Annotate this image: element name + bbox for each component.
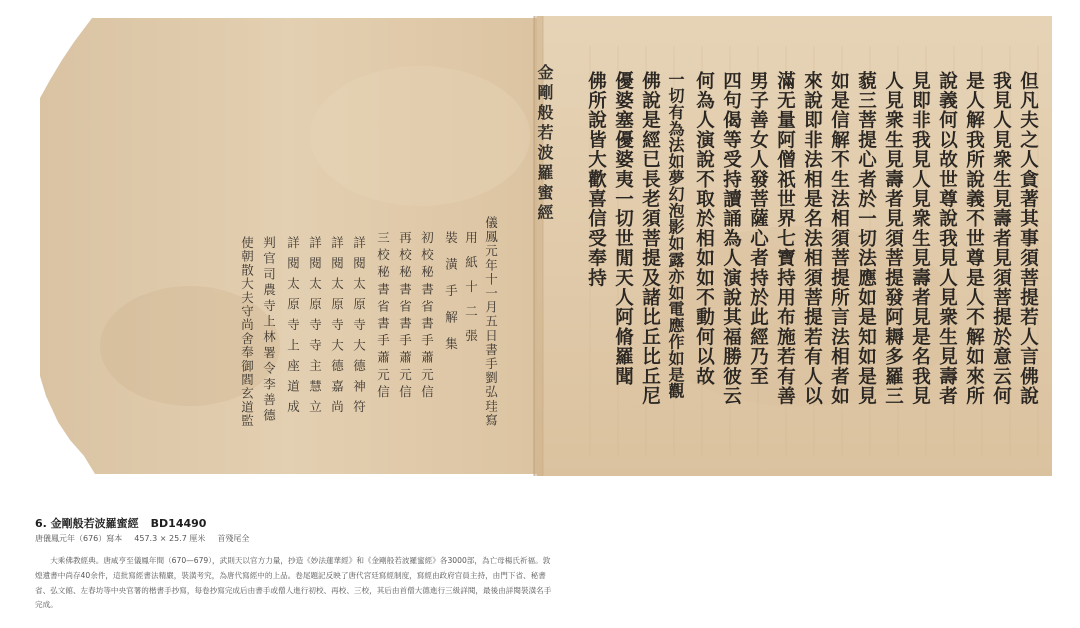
caption-body: 大乘佛教經典。唐咸亨至儀鳳年間（670—679），武則天以官方力量，抄造《妙法蓮華經》和《金剛般若波羅蜜經》各3000部，為亡母楊氏祈福。敦煌遺書中尚存40余件，這批寫經書法精嚴，裝潢考究，為唐代寫經中的上品。卷尾題記反映了唐代宮廷寫經制度，寫經由政府官員主持，由門下省、秘書省、弘文館、左春坊等中央官署的楷書手抄寫，每卷抄寫完成后由書手或僧人進行初校、再校、三校，其后由首僧大德進行三級詳閱，最後由詳閱裝潢名手完成。 [35, 556, 552, 610]
colophon-line: 用紙十二張 [463, 231, 479, 354]
caption-completeness: 首殘尾全 [217, 534, 250, 543]
colophon-line: 詳閱太原寺大德嘉尚 [329, 236, 345, 421]
sutra-verse-column: 一切有為法如夢幻泡影如露亦如電應作如是觀 [666, 71, 685, 399]
sutra-column: 說義何以故世尊說我見人見衆生見壽者 [936, 71, 958, 406]
colophon-line: 儀鳳元年十一月五日書手劉弘珪寫 [483, 216, 499, 428]
sutra-column: 四句偈等受持讀誦為人演說其福勝彼云 [720, 71, 742, 406]
caption-period: 唐儀鳳元年（676）寫本 [35, 534, 123, 543]
sutra-column: 我見人見衆生見壽者見須菩提於意云何 [990, 71, 1012, 406]
caption-size: 457.3 × 25.7 厘米 [134, 534, 206, 543]
sutra-column: 滿无量阿僧祇世界七寶持用布施若有善 [774, 71, 796, 406]
caption-title [35, 515, 555, 531]
sutra-column: 男子善女人發菩薩心者持於此經乃至 [747, 71, 769, 387]
sutra-column: 佛說是經已長老須菩提及諸比丘比丘尼 [639, 71, 661, 406]
sutra-column: 何為人演說不取於相如如不動何以故 [693, 71, 715, 387]
colophon-line: 再校秘書省書手蕭元信 [397, 231, 413, 402]
sutra-column: 藐三菩提心者於一切法應如是知如是見 [855, 71, 877, 406]
sutra-column: 如是信解不生法相須菩提所言法相者如 [828, 71, 850, 406]
sutra-column: 佛所說皆大歡喜信受奉持 [585, 71, 607, 288]
caption-catalog-number: BD14490 [150, 517, 207, 530]
colophon-line: 詳閱太原寺大德神符 [351, 236, 367, 421]
colophon-line: 三校秘書省書手蕭元信 [375, 231, 391, 402]
colophon-line: 判官司農寺上林署令李善德 [261, 236, 277, 425]
sutra-column: 來說即非法相是名法相須菩提若有人以 [801, 71, 823, 406]
sutra-end-title: 金剛般若波羅蜜經 [535, 64, 554, 224]
colophon-line: 詳閱太原寺上座道成 [285, 236, 301, 421]
colophon-line: 初校秘書省書手蕭元信 [419, 231, 435, 402]
sutra-column: 但凡夫之人貪著其事須菩提若人言佛說 [1017, 71, 1039, 406]
figure-caption [35, 515, 555, 613]
manuscript-scroll [40, 16, 1052, 476]
caption-meta [35, 533, 555, 544]
sutra-column: 優婆塞優婆夷一切世閒天人阿脩羅聞 [612, 71, 634, 387]
colophon-line: 詳閱太原寺寺主慧立 [307, 236, 323, 421]
colophon-line: 裝潢手解集 [443, 231, 459, 364]
colophon-line: 使朝散大夫守尚舍奉御閻玄道監 [239, 236, 255, 428]
sutra-column: 見即非我見人見衆生見壽者見是名我見 [909, 71, 931, 406]
caption-number-title: 6. 金剛般若波羅蜜經 [35, 517, 139, 530]
sutra-column: 人見衆生見壽者見須菩提發阿耨多羅三 [882, 71, 904, 406]
sutra-column: 是人解我所說義不世尊是人不解如來所 [963, 71, 985, 406]
